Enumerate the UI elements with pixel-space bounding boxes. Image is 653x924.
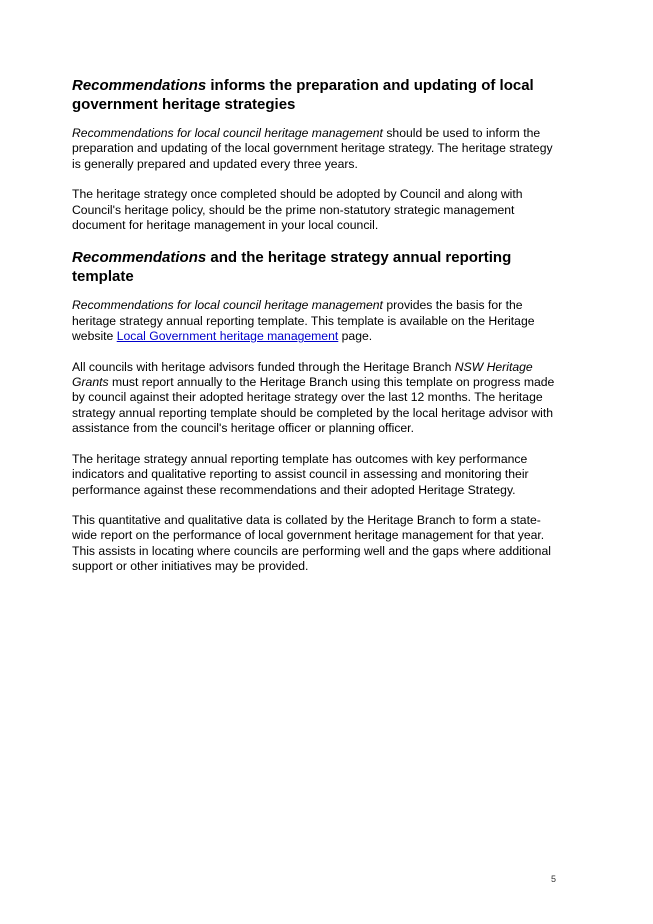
heading-italic: Recommendations [72,77,207,94]
paragraph-text: provides the basis for the heritage strategy annual reporting template. This template is available on the Heritage website [72,298,535,344]
paragraph-2 [72,187,562,233]
paragraph-6 [72,513,562,575]
paragraph-text: The heritage strategy once completed should be adopted by Council and along with Council's heritage policy, should be the prime non-statutory strategic management document for heritage management in your local council. [72,187,523,233]
paragraph-text: All councils with heritage advisors funded through the Heritage Branch [72,359,455,374]
document-page [72,76,562,590]
local-government-heritage-link[interactable]: Local Government heritage management [116,329,339,344]
italic-text: Recommendations for local council heritage management [72,298,383,313]
section-heading-2 [72,248,562,286]
heading-italic: Recommendations [72,249,207,267]
italic-text: Recommendations for local council heritage management [72,126,383,140]
page-number: 5 [551,874,557,884]
paragraph-text: should be used to inform the preparation and updating of the local government heritage strategy. The heritage strategy is generally prepared and updated every three years. [72,126,553,171]
paragraph-text: must report annually to the Heritage Branch using this template on progress made by council against their adopted heritage strategy over the last 12 months. The heritage strategy annual reporting template should be completed by the local heritage advisor with assistance from the council's heritage officer or planning officer. [72,375,555,436]
paragraph-text: This quantitative and qualitative data is collated by the Heritage Branch to form a state-wide report on the performance of local government heritage management for that year. This assists in locating where councils are performing well and the gaps where additional support or other initiatives may be provided. [72,512,551,574]
paragraph-text: The heritage strategy annual reporting template has outcomes with key performance indicators and qualitative reporting to assist council in assessing and monitoring their performance against these recommendations and their adopted Heritage Strategy. [72,451,529,497]
paragraph-3 [72,298,562,344]
paragraph-1 [72,126,562,172]
heading-text: informs the preparation and updating of local government heritage strategies [72,77,534,113]
italic-text: NSW Heritage Grants [72,359,533,390]
heading-text: and the heritage strategy annual reporting template [72,249,512,286]
section-heading-1 [72,76,562,114]
paragraph-text: page. [338,329,373,344]
paragraph-4 [72,360,562,437]
paragraph-5 [72,452,562,498]
